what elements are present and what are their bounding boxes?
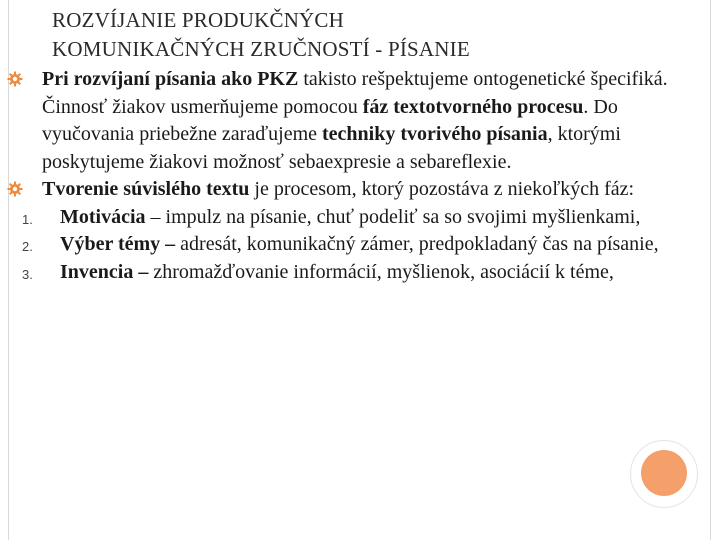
- slide-title: [52, 6, 672, 64]
- bullet-1-bold-a: Pri rozvíjaní písania ako PKZ: [42, 68, 299, 90]
- numbered-item-3: [22, 259, 702, 287]
- bullet-1-text-b: . Do vyučovania priebežne zaraďujeme: [42, 95, 618, 145]
- right-frame-line: [710, 0, 711, 540]
- bullet-1-text-a: takisto rešpektujeme ontogenetické špecifiká. Činnosť žiakov usmerňujeme pomocou: [42, 68, 668, 118]
- title-line-1: ROZVÍJANIE PRODUKČNÝCH: [52, 8, 344, 32]
- bullet-1-text-c: , ktorými poskytujeme žiakovi možnosť sebaexpresie a sebareflexie.: [42, 123, 621, 173]
- numbered-1-text: – impulz na písanie, chuť podeliť sa so svojimi myšlienkami,: [145, 205, 641, 228]
- item-number: 1.: [22, 211, 33, 227]
- numbered-2-bold: Výber témy –: [60, 233, 176, 255]
- numbered-3-bold: Invencia –: [60, 260, 149, 283]
- bullet-1-bold-c: techniky tvorivého písania: [322, 123, 548, 145]
- slide-content: [22, 66, 702, 286]
- numbered-item-1: [22, 204, 702, 232]
- numbered-1-bold: Motivácia: [60, 205, 146, 228]
- bullet-item-1: [42, 66, 702, 176]
- gear-bullet-icon: [7, 181, 23, 197]
- numbered-item-2: [22, 231, 702, 259]
- bullet-item-2: [42, 176, 702, 204]
- bullet-1-bold-b: fáz textotvorného procesu: [362, 95, 584, 118]
- bullet-2-text: je procesom, ktorý pozostáva z niekoľkých fáz:: [249, 178, 635, 200]
- numbered-2-text: adresát, komunikačný zámer, predpokladaný čas na písanie,: [175, 233, 659, 255]
- item-number: 3.: [22, 266, 33, 282]
- numbered-3-text: zhromažďovanie informácií, myšlienok, asociácií k téme,: [148, 260, 614, 283]
- bullet-2-bold: Tvorenie súvislého textu: [42, 178, 250, 200]
- title-line-2: KOMUNIKAČNÝCH ZRUČNOSTÍ - PÍSANIE: [52, 37, 470, 61]
- decorative-orange-circle: [641, 450, 687, 496]
- item-number: 2.: [22, 239, 33, 254]
- gear-bullet-icon: [7, 71, 23, 87]
